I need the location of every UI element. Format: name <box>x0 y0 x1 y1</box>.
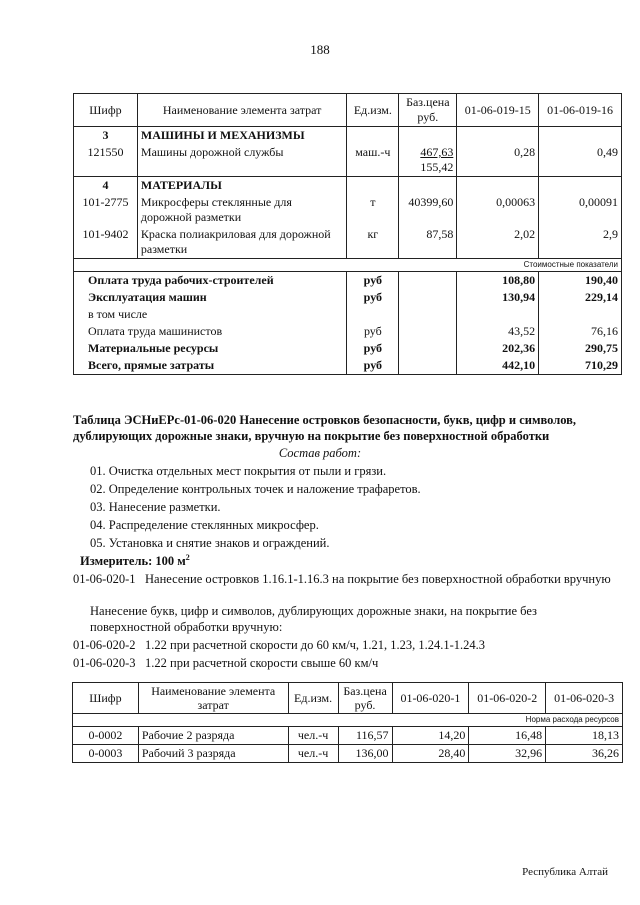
header-norm-2: 01-06-020-2 <box>469 683 546 714</box>
header-name: Наименование элемента затрат <box>137 94 346 127</box>
row-value-2: 0,00091 <box>539 194 622 226</box>
summary-unit: руб <box>347 272 399 290</box>
row-value-2: 0,49 <box>539 144 622 177</box>
intro-text: Нанесение букв, цифр и символов, дублирующих дорожные знаки, на покрытие без поверхностной обработки вручную: <box>90 604 537 634</box>
summary-value-1: 130,94 <box>457 289 539 306</box>
footer-region: Республика Алтай <box>522 866 608 878</box>
summary-unit: руб <box>347 289 399 306</box>
row-name: Рабочий 3 разряда <box>138 745 288 763</box>
row-unit: т <box>347 194 399 226</box>
summary-row <box>74 340 622 357</box>
row-price-secondary: 155,42 <box>420 160 454 174</box>
section-row <box>74 177 622 195</box>
code-description: 1.22 при расчетной скорости свыше 60 км/ч <box>145 656 379 670</box>
header-unit: Ед.изм. <box>347 94 399 127</box>
norm-note: Норма расхода ресурсов <box>73 714 623 727</box>
composition-item: 02. Определение контрольных точек и наложение трафаретов. <box>90 482 421 496</box>
row-name: Микросферы стеклянные для дорожной разметки <box>137 194 346 226</box>
composition-item: 05. Установка и снятие знаков и ограждений. <box>90 536 330 550</box>
table-title: Таблица ЭСНиЕРс-01-06-020 Нанесение островков безопасности, букв, цифр и символов, дублирующих дорожные знаки, вручную на покрытие без поверхностной обработки <box>73 413 577 443</box>
code: 01-06-020-1 <box>73 572 136 586</box>
summary-row <box>74 306 622 323</box>
code-description: 1.22 при расчетной скорости до 60 км/ч, 1.21, 1.23, 1.24.1-1.24.3 <box>145 638 486 652</box>
header-norm-2: 01-06-019-16 <box>539 94 622 127</box>
summary-name: Всего, прямые затраты <box>74 357 347 375</box>
code: 01-06-020-2 <box>73 638 136 652</box>
summary-row <box>74 357 622 375</box>
header-norm-1: 01-06-019-15 <box>457 94 539 127</box>
summary-unit: руб <box>347 323 399 340</box>
row-unit: чел.-ч <box>288 727 338 745</box>
row-value-1: 28,40 <box>392 745 469 763</box>
composition-item: 03. Нанесение разметки. <box>90 500 221 514</box>
row-code: 121550 <box>74 144 138 177</box>
summary-value-2: 229,14 <box>539 289 622 306</box>
row-price-main: 467,63 <box>420 145 454 159</box>
header-code: Шифр <box>73 683 139 714</box>
row-value-1: 14,20 <box>392 727 469 745</box>
table-row <box>73 727 623 745</box>
summary-value-1: 108,80 <box>457 272 539 290</box>
section-title: МАШИНЫ И МЕХАНИЗМЫ <box>137 127 346 145</box>
row-name: Машины дорожной службы <box>137 144 346 177</box>
composition-title: Состав работ: <box>278 446 362 460</box>
resource-table-2 <box>72 682 623 763</box>
row-code: 0-0003 <box>73 745 139 763</box>
section-row <box>74 127 622 145</box>
row-value-1: 0,00063 <box>457 194 539 226</box>
row-value-2: 32,96 <box>469 745 546 763</box>
summary-row <box>74 272 622 290</box>
summary-name: Оплата труда машинистов <box>74 323 347 340</box>
row-value-3: 36,26 <box>546 745 623 763</box>
composition-item: 04. Распределение стеклянных микросфер. <box>90 518 319 532</box>
code-line <box>73 571 628 587</box>
row-value-2: 16,48 <box>469 727 546 745</box>
section-number: 3 <box>74 127 138 145</box>
section-number: 4 <box>74 177 138 195</box>
summary-name: Эксплуатация машин <box>74 289 347 306</box>
summary-unit: руб <box>347 357 399 375</box>
row-code: 0-0002 <box>73 727 139 745</box>
norm-note-row <box>73 714 623 727</box>
measure-unit <box>80 553 190 569</box>
row-code: 101-9402 <box>74 226 138 259</box>
row-name: Рабочие 2 разряда <box>138 727 288 745</box>
row-price: 136,00 <box>338 745 392 763</box>
summary-value-1: 202,36 <box>457 340 539 357</box>
stat-note: Стоимостные показатели <box>74 259 622 272</box>
summary-value-1: 43,52 <box>457 323 539 340</box>
row-price: 40399,60 <box>399 194 457 226</box>
header-name: Наименование элемента затрат <box>138 683 288 714</box>
section-title: МАТЕРИАЛЫ <box>137 177 346 195</box>
table-row <box>73 745 623 763</box>
summary-value-2: 710,29 <box>539 357 622 375</box>
row-price: 87,58 <box>399 226 457 259</box>
header-code: Шифр <box>74 94 138 127</box>
summary-name: Оплата труда рабочих-строителей <box>74 272 347 290</box>
code-line <box>73 655 628 671</box>
summary-name: в том числе <box>74 306 347 323</box>
summary-value-2: 290,75 <box>539 340 622 357</box>
summary-name: Материальные ресурсы <box>74 340 347 357</box>
stat-note-row <box>74 259 622 272</box>
row-price: 116,57 <box>338 727 392 745</box>
header-price: Баз.цена руб. <box>399 94 457 127</box>
row-unit: чел.-ч <box>288 745 338 763</box>
header-norm-1: 01-06-020-1 <box>392 683 469 714</box>
measure-label: Измеритель: 100 м <box>80 554 186 569</box>
row-name: Краска полиакриловая для дорожной разметки <box>137 226 346 259</box>
code-description: Нанесение островков 1.16.1-1.16.3 на покрытие без поверхностной обработки вручную <box>145 572 611 586</box>
summary-value-2: 190,40 <box>539 272 622 290</box>
summary-value-1: 442,10 <box>457 357 539 375</box>
resource-table-1 <box>73 93 622 375</box>
summary-row <box>74 323 622 340</box>
summary-unit: руб <box>347 340 399 357</box>
row-value-1: 2,02 <box>457 226 539 259</box>
composition-item: 01. Очистка отдельных мест покрытия от пыли и грязи. <box>90 464 387 478</box>
measure-superscript: 2 <box>185 553 190 562</box>
header-unit: Ед.изм. <box>288 683 338 714</box>
row-code: 101-2775 <box>74 194 138 226</box>
summary-value-2: 76,16 <box>539 323 622 340</box>
table-row <box>74 144 622 177</box>
row-value-3: 18,13 <box>546 727 623 745</box>
table-row <box>74 226 622 259</box>
row-value-2: 2,9 <box>539 226 622 259</box>
page-number: 188 <box>310 42 330 57</box>
code: 01-06-020-3 <box>73 656 136 670</box>
header-price: Баз.цена руб. <box>338 683 392 714</box>
code-line <box>73 637 628 653</box>
summary-row <box>74 289 622 306</box>
row-unit: кг <box>347 226 399 259</box>
row-unit: маш.-ч <box>347 144 399 177</box>
row-value-1: 0,28 <box>457 144 539 177</box>
row-price <box>399 144 457 177</box>
table-row <box>74 194 622 226</box>
header-norm-3: 01-06-020-3 <box>546 683 623 714</box>
